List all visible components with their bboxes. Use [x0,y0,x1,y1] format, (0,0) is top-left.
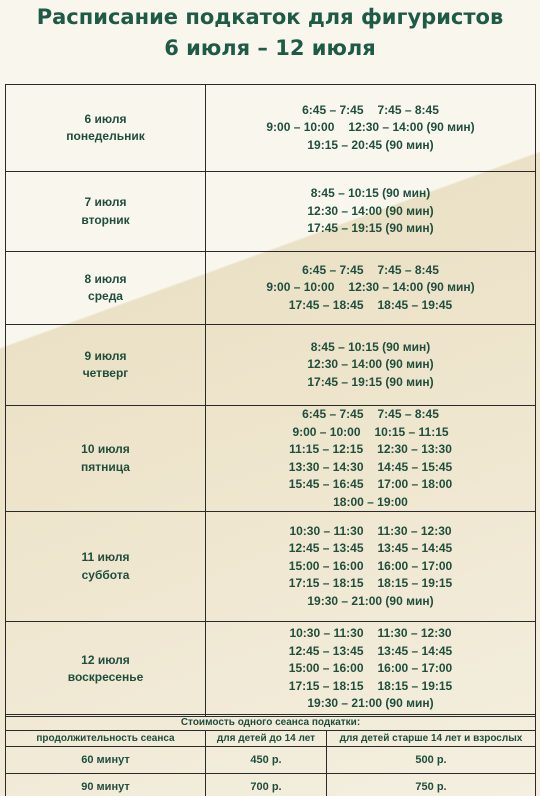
slots-line [206,678,535,696]
time-slot: 18:15 – 19:15 [377,678,453,693]
price-header-adults: для детей старше 14 лет и взрослых [327,731,536,747]
time-slot: 9:00 – 10:00 [266,280,335,295]
time-slot: 9:00 – 10:00 [266,120,335,135]
schedule-table [5,84,536,717]
time-slot: 18:15 – 19:15 [377,576,453,591]
price-row [6,747,536,774]
slots-line [206,476,535,494]
time-slot: 17:15 – 18:15 [288,576,364,591]
day-date: 9 июля [84,348,127,363]
time-slot: 19:15 – 20:45 (90 мин) [307,137,434,152]
slots-line [206,339,535,357]
slots-line [206,625,535,643]
time-slot: 7:45 – 8:45 [377,262,439,277]
day-weekday: четверг [82,366,129,380]
slots-line [206,406,535,424]
price-adults: 750 р. [327,774,536,796]
price-header-row [6,731,536,747]
slots-line [206,695,535,713]
time-slot: 16:00 – 17:00 [377,661,453,676]
time-slot: 12:45 – 13:45 [288,541,364,556]
time-slot: 8:45 – 10:15 (90 мин) [310,186,431,201]
day-date: 11 июля [81,550,130,564]
price-children: 700 р. [206,774,327,796]
schedule-row [6,622,536,717]
day-cell [6,85,206,172]
time-slot: 13:45 – 14:45 [377,541,453,556]
slots-line [206,494,535,512]
time-slot: 17:45 – 19:15 (90 мин) [307,374,434,389]
price-table [5,714,536,796]
day-cell [6,406,206,512]
time-slot: 15:45 – 16:45 [288,477,364,491]
day-weekday: среда [88,289,123,303]
slots-line [206,593,535,611]
time-slot: 10:30 – 11:30 [289,523,364,538]
day-date: 6 июля [84,111,127,126]
day-cell [6,622,206,717]
day-cell [6,252,206,325]
price-duration: 90 минут [6,774,206,796]
slots-cell [206,85,536,172]
schedule-row [6,406,536,512]
slots-line [206,575,535,593]
slots-line [206,660,535,678]
time-slot: 7:45 – 8:45 [377,407,439,421]
time-slot: 6:45 – 7:45 [302,407,364,421]
slots-line [206,643,535,661]
slots-line [206,297,535,315]
slots-line [206,279,535,297]
time-slot: 12:30 – 14:00 (90 мин) [307,203,434,218]
slots-line [206,540,535,558]
day-date: 7 июля [84,195,127,209]
day-weekday: воскресенье [67,670,144,684]
time-slot: 12:45 – 13:45 [288,643,364,658]
slots-line [206,374,535,392]
price-row [6,774,536,796]
time-slot: 17:15 – 18:15 [288,678,364,693]
schedule-row [6,85,536,172]
time-slot: 18:00 – 19:00 [333,494,408,509]
schedule-row [6,512,536,622]
time-slot: 17:45 – 18:45 [288,297,364,312]
time-slot: 7:45 – 8:45 [377,102,439,117]
slots-line [206,424,535,442]
time-slot: 12:30 – 14:00 (90 мин) [348,280,475,295]
price-adults: 500 р. [327,747,536,774]
price-header-duration: продолжительность сеанса [6,731,206,747]
time-slot: 15:00 – 16:00 [288,558,364,573]
day-weekday: пятница [81,459,130,474]
day-date: 8 июля [84,271,127,286]
time-slot: 13:45 – 14:45 [377,643,453,658]
title-line-1: Расписание подкаток для фигуристов [36,5,504,29]
slots-cell [206,406,536,512]
slots-cell [206,325,536,406]
slots-line [206,220,535,238]
price-caption-row [6,715,536,731]
slots-cell [206,172,536,252]
time-slot: 10:15 – 11:15 [374,424,449,439]
time-slot: 16:00 – 17:00 [377,558,453,573]
slots-line [206,459,535,477]
slots-cell [206,512,536,622]
slots-line [206,203,535,221]
slots-cell [206,622,536,717]
time-slot: 13:30 – 14:30 [288,459,364,474]
title-line-2: 6 июля – 12 июля [164,36,376,60]
time-slot: 19:30 – 21:00 (90 мин) [307,696,434,711]
time-slot: 10:30 – 11:30 [289,626,364,641]
day-date: 12 июля [81,652,130,667]
day-weekday: вторник [81,212,130,227]
day-cell [6,512,206,622]
price-duration: 60 минут [6,747,206,774]
time-slot: 11:30 – 12:30 [377,523,452,538]
schedule-row [6,172,536,252]
schedule-row [6,325,536,406]
time-slot: 12:30 – 14:00 (90 мин) [307,357,434,372]
slots-line [206,558,535,576]
time-slot: 11:30 – 12:30 [377,626,452,641]
day-weekday: суббота [81,567,130,582]
day-cell [6,172,206,252]
time-slot: 17:00 – 18:00 [377,477,453,491]
time-slot: 11:15 – 12:15 [289,442,364,456]
time-slot: 12:30 – 13:30 [377,442,452,456]
time-slot: 17:45 – 19:15 (90 мин) [307,221,434,236]
slots-line [206,441,535,459]
slots-line [206,102,535,120]
price-header-children: для детей до 14 лет [206,731,327,747]
price-children: 450 р. [206,747,327,774]
day-date: 10 июля [81,442,130,456]
day-cell [6,325,206,406]
slots-line [206,262,535,280]
page-title [0,0,540,63]
time-slot: 14:45 – 15:45 [377,459,453,474]
schedule-row [6,252,536,325]
slots-line [206,137,535,155]
time-slot: 6:45 – 7:45 [302,102,364,117]
day-weekday: понедельник [66,129,145,143]
slots-line [206,119,535,137]
slots-line [206,356,535,374]
time-slot: 12:30 – 14:00 (90 мин) [348,120,475,135]
time-slot: 6:45 – 7:45 [302,262,364,277]
slots-line [206,523,535,541]
time-slot: 18:45 – 19:45 [377,297,453,312]
time-slot: 9:00 – 10:00 [292,424,361,439]
slots-cell [206,252,536,325]
time-slot: 15:00 – 16:00 [288,661,364,676]
price-caption: Стоимость одного сеанса подкатки: [6,715,536,731]
slots-line [206,185,535,203]
time-slot: 19:30 – 21:00 (90 мин) [307,593,434,608]
time-slot: 8:45 – 10:15 (90 мин) [310,339,431,354]
